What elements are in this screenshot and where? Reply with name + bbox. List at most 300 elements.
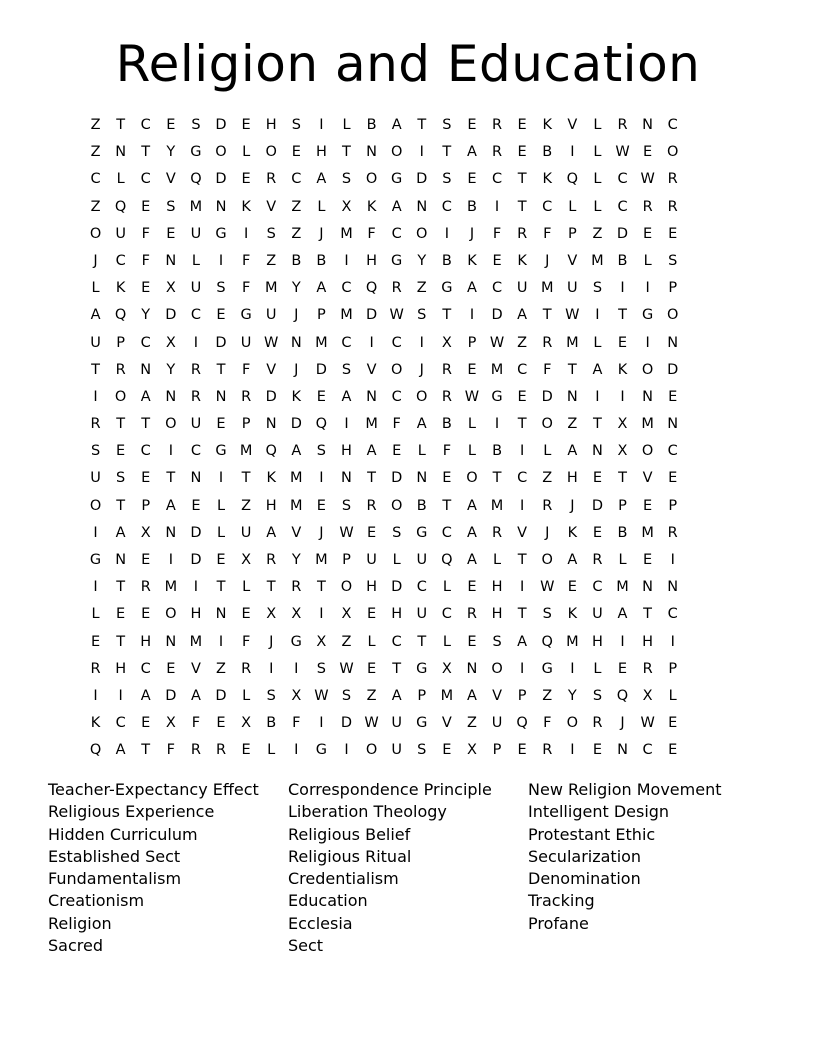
grid-letter[interactable]: S bbox=[316, 660, 326, 677]
grid-letter[interactable]: S bbox=[341, 687, 352, 704]
grid-letter[interactable]: A bbox=[291, 443, 302, 460]
grid-letter[interactable]: L bbox=[367, 633, 376, 650]
grid-letter[interactable]: C bbox=[617, 198, 628, 215]
grid-letter[interactable]: I bbox=[419, 144, 424, 161]
grid-letter[interactable]: G bbox=[441, 280, 453, 297]
grid-letter[interactable]: N bbox=[591, 443, 603, 460]
grid-letter[interactable]: N bbox=[265, 416, 277, 433]
grid-letter[interactable]: X bbox=[266, 606, 277, 623]
grid-letter[interactable]: E bbox=[90, 633, 101, 650]
grid-letter[interactable]: A bbox=[466, 687, 477, 704]
grid-letter[interactable]: A bbox=[466, 524, 477, 541]
grid-letter[interactable]: L bbox=[442, 633, 451, 650]
grid-letter[interactable]: T bbox=[141, 144, 151, 161]
grid-letter[interactable]: I bbox=[118, 687, 123, 704]
grid-letter[interactable]: D bbox=[215, 117, 227, 133]
grid-letter[interactable]: N bbox=[190, 470, 202, 487]
grid-letter[interactable]: M bbox=[490, 497, 504, 514]
grid-letter[interactable]: W bbox=[464, 388, 480, 405]
grid-letter[interactable]: J bbox=[319, 524, 324, 541]
grid-letter[interactable]: D bbox=[315, 361, 327, 378]
grid-letter[interactable]: B bbox=[466, 198, 477, 215]
grid-letter[interactable]: J bbox=[570, 497, 575, 514]
grid-letter[interactable]: R bbox=[642, 660, 653, 677]
grid-letter[interactable]: G bbox=[290, 633, 302, 650]
grid-letter[interactable]: B bbox=[492, 443, 503, 460]
grid-letter[interactable]: W bbox=[640, 715, 655, 732]
grid-letter[interactable]: C bbox=[391, 633, 402, 650]
grid-letter[interactable]: R bbox=[190, 361, 201, 378]
grid-letter[interactable]: C bbox=[491, 171, 503, 188]
grid-letter[interactable]: G bbox=[491, 388, 503, 405]
grid-letter[interactable]: E bbox=[517, 388, 527, 405]
grid-letter[interactable]: V bbox=[165, 171, 176, 188]
grid-letter[interactable]: O bbox=[541, 552, 553, 568]
grid-letter[interactable]: G bbox=[541, 660, 553, 677]
grid-letter[interactable]: U bbox=[416, 606, 428, 623]
grid-letter[interactable]: E bbox=[643, 552, 653, 568]
grid-letter[interactable]: A bbox=[366, 443, 377, 460]
grid-letter[interactable]: L bbox=[317, 198, 326, 215]
grid-letter[interactable]: N bbox=[165, 388, 177, 405]
grid-letter[interactable]: M bbox=[365, 416, 378, 433]
grid-letter[interactable]: T bbox=[417, 633, 427, 650]
grid-letter[interactable]: Q bbox=[190, 171, 202, 188]
grid-letter[interactable]: D bbox=[265, 388, 277, 405]
grid-letter[interactable]: Q bbox=[566, 171, 579, 188]
grid-letter[interactable]: A bbox=[617, 606, 628, 623]
grid-letter[interactable]: X bbox=[165, 280, 176, 297]
grid-letter[interactable]: S bbox=[542, 606, 552, 623]
grid-letter[interactable]: I bbox=[595, 388, 600, 405]
grid-letter[interactable]: M bbox=[641, 416, 654, 433]
grid-letter[interactable]: C bbox=[140, 334, 151, 351]
grid-letter[interactable]: I bbox=[319, 470, 324, 487]
grid-letter[interactable]: R bbox=[90, 660, 101, 677]
grid-letter[interactable]: G bbox=[240, 307, 252, 324]
grid-letter[interactable]: I bbox=[520, 660, 525, 677]
grid-letter[interactable]: C bbox=[140, 117, 151, 133]
grid-letter[interactable]: M bbox=[189, 198, 203, 215]
grid-letter[interactable]: X bbox=[291, 606, 302, 623]
grid-letter[interactable]: T bbox=[567, 361, 577, 378]
grid-letter[interactable]: N bbox=[215, 198, 227, 215]
grid-letter[interactable]: M bbox=[340, 225, 353, 242]
grid-letter[interactable]: R bbox=[492, 144, 503, 161]
grid-letter[interactable]: O bbox=[641, 443, 654, 460]
grid-letter[interactable]: Z bbox=[517, 334, 528, 351]
grid-letter[interactable]: O bbox=[416, 388, 428, 405]
grid-letter[interactable]: J bbox=[93, 252, 98, 269]
grid-letter[interactable]: I bbox=[294, 742, 299, 759]
grid-letter[interactable]: I bbox=[670, 633, 675, 650]
grid-letter[interactable]: I bbox=[319, 715, 324, 732]
grid-letter[interactable]: X bbox=[617, 416, 628, 433]
grid-letter[interactable]: H bbox=[265, 117, 277, 133]
grid-letter[interactable]: E bbox=[216, 307, 226, 324]
grid-letter[interactable]: Z bbox=[90, 198, 101, 215]
grid-letter[interactable]: O bbox=[416, 225, 428, 242]
grid-letter[interactable]: T bbox=[216, 579, 226, 596]
grid-letter[interactable]: C bbox=[190, 307, 201, 324]
grid-letter[interactable]: S bbox=[216, 280, 226, 297]
grid-letter[interactable]: B bbox=[617, 524, 628, 541]
grid-letter[interactable]: E bbox=[392, 443, 402, 460]
grid-letter[interactable]: N bbox=[642, 388, 654, 405]
grid-letter[interactable]: Z bbox=[241, 497, 252, 514]
grid-letter[interactable]: D bbox=[365, 307, 378, 324]
grid-letter[interactable]: T bbox=[618, 470, 627, 487]
grid-letter[interactable]: J bbox=[545, 524, 550, 541]
grid-letter[interactable]: B bbox=[542, 144, 553, 161]
grid-letter[interactable]: O bbox=[340, 579, 353, 596]
grid-letter[interactable]: W bbox=[640, 171, 655, 188]
grid-letter[interactable]: T bbox=[643, 606, 653, 623]
grid-letter[interactable]: E bbox=[592, 524, 602, 541]
grid-letter[interactable]: E bbox=[166, 660, 176, 677]
grid-letter[interactable]: A bbox=[517, 633, 528, 650]
grid-letter[interactable]: L bbox=[593, 660, 602, 677]
grid-letter[interactable]: T bbox=[517, 198, 527, 215]
grid-letter[interactable]: E bbox=[467, 633, 477, 650]
grid-letter[interactable]: U bbox=[190, 280, 202, 297]
grid-letter[interactable]: K bbox=[366, 198, 377, 215]
grid-letter[interactable]: C bbox=[140, 660, 151, 677]
grid-letter[interactable]: I bbox=[620, 633, 625, 650]
grid-letter[interactable]: I bbox=[520, 443, 525, 460]
grid-letter[interactable]: I bbox=[193, 334, 199, 351]
grid-letter[interactable]: V bbox=[266, 198, 277, 215]
grid-letter[interactable]: D bbox=[215, 171, 227, 188]
grid-letter[interactable]: O bbox=[641, 361, 654, 378]
grid-letter[interactable]: T bbox=[592, 416, 602, 433]
grid-letter[interactable]: S bbox=[341, 497, 352, 514]
grid-letter[interactable]: T bbox=[316, 579, 326, 596]
grid-letter[interactable]: O bbox=[541, 416, 553, 433]
grid-letter[interactable]: C bbox=[391, 388, 402, 405]
grid-letter[interactable]: S bbox=[417, 307, 427, 324]
grid-letter[interactable]: I bbox=[520, 497, 525, 514]
grid-letter[interactable]: Z bbox=[592, 225, 603, 242]
grid-letter[interactable]: E bbox=[467, 579, 477, 596]
grid-letter[interactable]: A bbox=[466, 144, 477, 161]
grid-letter[interactable]: S bbox=[341, 171, 352, 188]
grid-letter[interactable]: O bbox=[566, 715, 579, 732]
grid-letter[interactable]: M bbox=[340, 307, 353, 324]
grid-letter[interactable]: I bbox=[93, 687, 98, 704]
grid-letter[interactable]: O bbox=[390, 144, 403, 161]
grid-letter[interactable]: E bbox=[116, 606, 126, 623]
grid-letter[interactable]: F bbox=[166, 742, 175, 759]
grid-letter[interactable]: M bbox=[641, 524, 654, 541]
grid-letter[interactable]: V bbox=[567, 252, 578, 269]
grid-letter[interactable]: O bbox=[365, 742, 378, 759]
grid-letter[interactable]: Y bbox=[291, 552, 301, 568]
grid-letter[interactable]: B bbox=[316, 252, 327, 269]
grid-letter[interactable]: H bbox=[315, 144, 327, 161]
grid-letter[interactable]: R bbox=[542, 334, 553, 351]
grid-letter[interactable]: A bbox=[391, 198, 402, 215]
grid-letter[interactable]: H bbox=[140, 633, 152, 650]
grid-letter[interactable]: F bbox=[543, 225, 552, 242]
grid-letter[interactable]: C bbox=[115, 715, 126, 732]
grid-letter[interactable]: E bbox=[668, 388, 678, 405]
grid-letter[interactable]: F bbox=[241, 633, 251, 650]
grid-letter[interactable]: G bbox=[416, 524, 428, 541]
grid-letter[interactable]: A bbox=[466, 497, 477, 514]
grid-letter[interactable]: V bbox=[642, 470, 653, 487]
grid-letter[interactable]: J bbox=[294, 307, 299, 324]
grid-letter[interactable]: X bbox=[441, 334, 452, 351]
grid-letter[interactable]: T bbox=[91, 361, 100, 378]
grid-letter[interactable]: E bbox=[668, 470, 678, 487]
grid-letter[interactable]: Q bbox=[114, 307, 127, 324]
grid-letter[interactable]: D bbox=[541, 388, 553, 405]
grid-letter[interactable]: E bbox=[141, 280, 151, 297]
grid-letter[interactable]: A bbox=[416, 416, 427, 433]
grid-letter[interactable]: B bbox=[366, 117, 377, 133]
grid-letter[interactable]: M bbox=[566, 633, 579, 650]
grid-letter[interactable]: A bbox=[567, 552, 578, 568]
grid-letter[interactable]: E bbox=[216, 715, 226, 732]
grid-letter[interactable]: A bbox=[90, 307, 101, 324]
grid-letter[interactable]: D bbox=[391, 579, 403, 596]
grid-letter[interactable]: Q bbox=[616, 687, 629, 704]
grid-letter[interactable]: O bbox=[165, 416, 177, 433]
grid-letter[interactable]: T bbox=[517, 171, 527, 188]
grid-letter[interactable]: M bbox=[239, 443, 253, 460]
grid-letter[interactable]: B bbox=[617, 252, 628, 269]
grid-letter[interactable]: J bbox=[469, 225, 475, 242]
grid-letter[interactable]: E bbox=[442, 470, 452, 487]
grid-letter[interactable]: L bbox=[593, 334, 602, 351]
grid-letter[interactable]: M bbox=[290, 497, 303, 514]
grid-letter[interactable]: N bbox=[165, 524, 177, 541]
grid-letter[interactable]: T bbox=[442, 497, 452, 514]
grid-letter[interactable]: J bbox=[620, 715, 625, 732]
grid-letter[interactable]: Y bbox=[166, 144, 176, 161]
grid-letter[interactable]: E bbox=[467, 171, 477, 188]
grid-letter[interactable]: O bbox=[666, 307, 679, 324]
grid-letter[interactable]: N bbox=[566, 388, 578, 405]
grid-letter[interactable]: S bbox=[592, 687, 603, 704]
grid-letter[interactable]: C bbox=[391, 334, 402, 351]
grid-letter[interactable]: E bbox=[643, 225, 653, 242]
grid-letter[interactable]: S bbox=[442, 117, 452, 133]
grid-letter[interactable]: Q bbox=[516, 715, 528, 732]
grid-letter[interactable]: J bbox=[545, 252, 550, 269]
grid-letter[interactable]: E bbox=[643, 144, 653, 161]
grid-letter[interactable]: N bbox=[115, 552, 127, 568]
grid-letter[interactable]: I bbox=[93, 579, 98, 596]
grid-letter[interactable]: E bbox=[141, 715, 151, 732]
grid-letter[interactable]: E bbox=[366, 660, 377, 677]
grid-letter[interactable]: P bbox=[618, 497, 627, 514]
grid-letter[interactable]: U bbox=[90, 334, 101, 351]
grid-letter[interactable]: T bbox=[492, 470, 502, 487]
grid-letter[interactable]: W bbox=[540, 579, 555, 596]
grid-letter[interactable]: T bbox=[116, 579, 126, 596]
grid-letter[interactable]: E bbox=[366, 524, 377, 541]
grid-letter[interactable]: U bbox=[90, 470, 101, 487]
grid-letter[interactable]: I bbox=[344, 742, 349, 759]
grid-letter[interactable]: G bbox=[89, 552, 102, 568]
grid-letter[interactable]: M bbox=[616, 579, 629, 596]
grid-letter[interactable]: O bbox=[491, 660, 503, 677]
grid-letter[interactable]: R bbox=[140, 579, 151, 596]
grid-letter[interactable]: L bbox=[543, 443, 552, 460]
grid-letter[interactable]: T bbox=[517, 606, 527, 623]
grid-letter[interactable]: L bbox=[267, 742, 276, 759]
grid-letter[interactable]: M bbox=[164, 579, 178, 596]
grid-letter[interactable]: P bbox=[517, 687, 527, 704]
grid-letter[interactable]: L bbox=[342, 117, 351, 133]
grid-letter[interactable]: V bbox=[366, 361, 377, 378]
grid-letter[interactable]: O bbox=[265, 144, 277, 161]
grid-letter[interactable]: W bbox=[314, 687, 329, 704]
grid-letter[interactable]: H bbox=[642, 633, 654, 650]
grid-letter[interactable]: E bbox=[316, 497, 326, 514]
grid-letter[interactable]: T bbox=[367, 470, 376, 487]
grid-letter[interactable]: I bbox=[344, 252, 349, 269]
grid-letter[interactable]: E bbox=[467, 361, 477, 378]
grid-letter[interactable]: A bbox=[165, 497, 176, 514]
grid-letter[interactable]: S bbox=[417, 742, 427, 759]
grid-letter[interactable]: R bbox=[266, 552, 277, 568]
grid-letter[interactable]: R bbox=[542, 742, 553, 759]
grid-letter[interactable]: U bbox=[391, 715, 402, 732]
grid-letter[interactable]: I bbox=[469, 307, 475, 324]
grid-letter[interactable]: H bbox=[366, 579, 378, 596]
grid-letter[interactable]: P bbox=[241, 416, 251, 433]
grid-letter[interactable]: U bbox=[265, 307, 277, 324]
grid-letter[interactable]: Y bbox=[166, 361, 176, 378]
grid-letter[interactable]: X bbox=[140, 524, 151, 541]
grid-letter[interactable]: T bbox=[116, 633, 126, 650]
grid-letter[interactable]: U bbox=[416, 552, 428, 568]
grid-letter[interactable]: I bbox=[319, 606, 324, 623]
grid-letter[interactable]: G bbox=[641, 307, 654, 324]
grid-letter[interactable]: B bbox=[441, 416, 452, 433]
grid-letter[interactable]: K bbox=[567, 606, 578, 623]
grid-letter[interactable]: Y bbox=[291, 280, 301, 297]
grid-letter[interactable]: H bbox=[491, 606, 503, 623]
grid-letter[interactable]: A bbox=[115, 524, 126, 541]
grid-letter[interactable]: T bbox=[216, 361, 226, 378]
grid-letter[interactable]: P bbox=[668, 280, 678, 297]
grid-letter[interactable]: Z bbox=[542, 687, 553, 704]
grid-letter[interactable]: T bbox=[342, 144, 351, 161]
grid-letter[interactable]: U bbox=[190, 416, 202, 433]
grid-letter[interactable]: I bbox=[369, 334, 374, 351]
grid-letter[interactable]: I bbox=[620, 280, 625, 297]
grid-letter[interactable]: N bbox=[667, 416, 679, 433]
grid-letter[interactable]: L bbox=[593, 198, 602, 215]
grid-letter[interactable]: V bbox=[266, 361, 277, 378]
grid-letter[interactable]: Z bbox=[466, 715, 477, 732]
grid-letter[interactable]: R bbox=[190, 742, 201, 759]
grid-letter[interactable]: I bbox=[570, 144, 575, 161]
grid-letter[interactable]: K bbox=[90, 715, 101, 732]
grid-letter[interactable]: Z bbox=[341, 633, 352, 650]
grid-letter[interactable]: V bbox=[190, 660, 201, 677]
grid-letter[interactable]: J bbox=[294, 361, 299, 378]
grid-letter[interactable]: A bbox=[567, 443, 578, 460]
grid-letter[interactable]: S bbox=[116, 470, 126, 487]
grid-letter[interactable]: N bbox=[366, 144, 377, 161]
grid-letter[interactable]: X bbox=[165, 715, 176, 732]
grid-letter[interactable]: L bbox=[643, 252, 652, 269]
grid-letter[interactable]: R bbox=[391, 280, 402, 297]
grid-letter[interactable]: I bbox=[670, 552, 675, 568]
grid-letter[interactable]: E bbox=[141, 198, 151, 215]
grid-letter[interactable]: O bbox=[466, 470, 478, 487]
grid-letter[interactable]: L bbox=[417, 443, 426, 460]
grid-letter[interactable]: D bbox=[215, 334, 227, 351]
grid-letter[interactable]: S bbox=[341, 361, 352, 378]
grid-letter[interactable]: Q bbox=[265, 443, 277, 460]
grid-letter[interactable]: L bbox=[242, 579, 251, 596]
grid-letter[interactable]: F bbox=[292, 715, 301, 732]
grid-letter[interactable]: M bbox=[315, 334, 328, 351]
grid-letter[interactable]: E bbox=[216, 552, 226, 568]
grid-letter[interactable]: E bbox=[467, 117, 477, 133]
grid-letter[interactable]: C bbox=[90, 171, 101, 188]
grid-letter[interactable]: N bbox=[466, 660, 478, 677]
grid-letter[interactable]: R bbox=[115, 361, 126, 378]
grid-letter[interactable]: G bbox=[315, 742, 328, 759]
grid-letter[interactable]: F bbox=[241, 252, 251, 269]
grid-letter[interactable]: I bbox=[294, 660, 299, 677]
grid-letter[interactable]: V bbox=[517, 524, 528, 541]
grid-letter[interactable]: U bbox=[366, 552, 377, 568]
grid-letter[interactable]: P bbox=[567, 225, 577, 242]
grid-letter[interactable]: E bbox=[141, 606, 151, 623]
grid-letter[interactable]: N bbox=[115, 144, 127, 161]
grid-letter[interactable]: C bbox=[491, 280, 503, 297]
grid-letter[interactable]: V bbox=[441, 715, 452, 732]
grid-letter[interactable]: S bbox=[90, 443, 101, 460]
grid-letter[interactable]: Z bbox=[416, 280, 427, 297]
grid-letter[interactable]: F bbox=[367, 225, 376, 242]
grid-letter[interactable]: P bbox=[141, 497, 151, 514]
grid-letter[interactable]: S bbox=[316, 443, 326, 460]
grid-letter[interactable]: I bbox=[319, 117, 324, 133]
grid-letter[interactable]: O bbox=[666, 144, 679, 161]
grid-letter[interactable]: O bbox=[165, 606, 177, 623]
grid-letter[interactable]: R bbox=[642, 198, 653, 215]
grid-letter[interactable]: I bbox=[168, 552, 173, 568]
grid-letter[interactable]: X bbox=[316, 633, 327, 650]
grid-letter[interactable]: M bbox=[566, 334, 579, 351]
grid-letter[interactable]: C bbox=[667, 443, 678, 460]
grid-letter[interactable]: R bbox=[492, 117, 503, 133]
grid-letter[interactable]: T bbox=[166, 470, 176, 487]
grid-letter[interactable]: B bbox=[266, 715, 277, 732]
grid-letter[interactable]: I bbox=[444, 225, 449, 242]
grid-letter[interactable]: H bbox=[115, 660, 127, 677]
grid-letter[interactable]: L bbox=[467, 443, 476, 460]
grid-letter[interactable]: G bbox=[190, 144, 202, 161]
grid-letter[interactable]: I bbox=[218, 470, 224, 487]
grid-letter[interactable]: A bbox=[466, 552, 477, 568]
grid-letter[interactable]: R bbox=[241, 388, 252, 405]
grid-letter[interactable]: I bbox=[218, 633, 224, 650]
grid-letter[interactable]: A bbox=[266, 524, 277, 541]
grid-letter[interactable]: L bbox=[91, 606, 100, 623]
grid-letter[interactable]: C bbox=[140, 443, 151, 460]
grid-letter[interactable]: X bbox=[241, 715, 252, 732]
